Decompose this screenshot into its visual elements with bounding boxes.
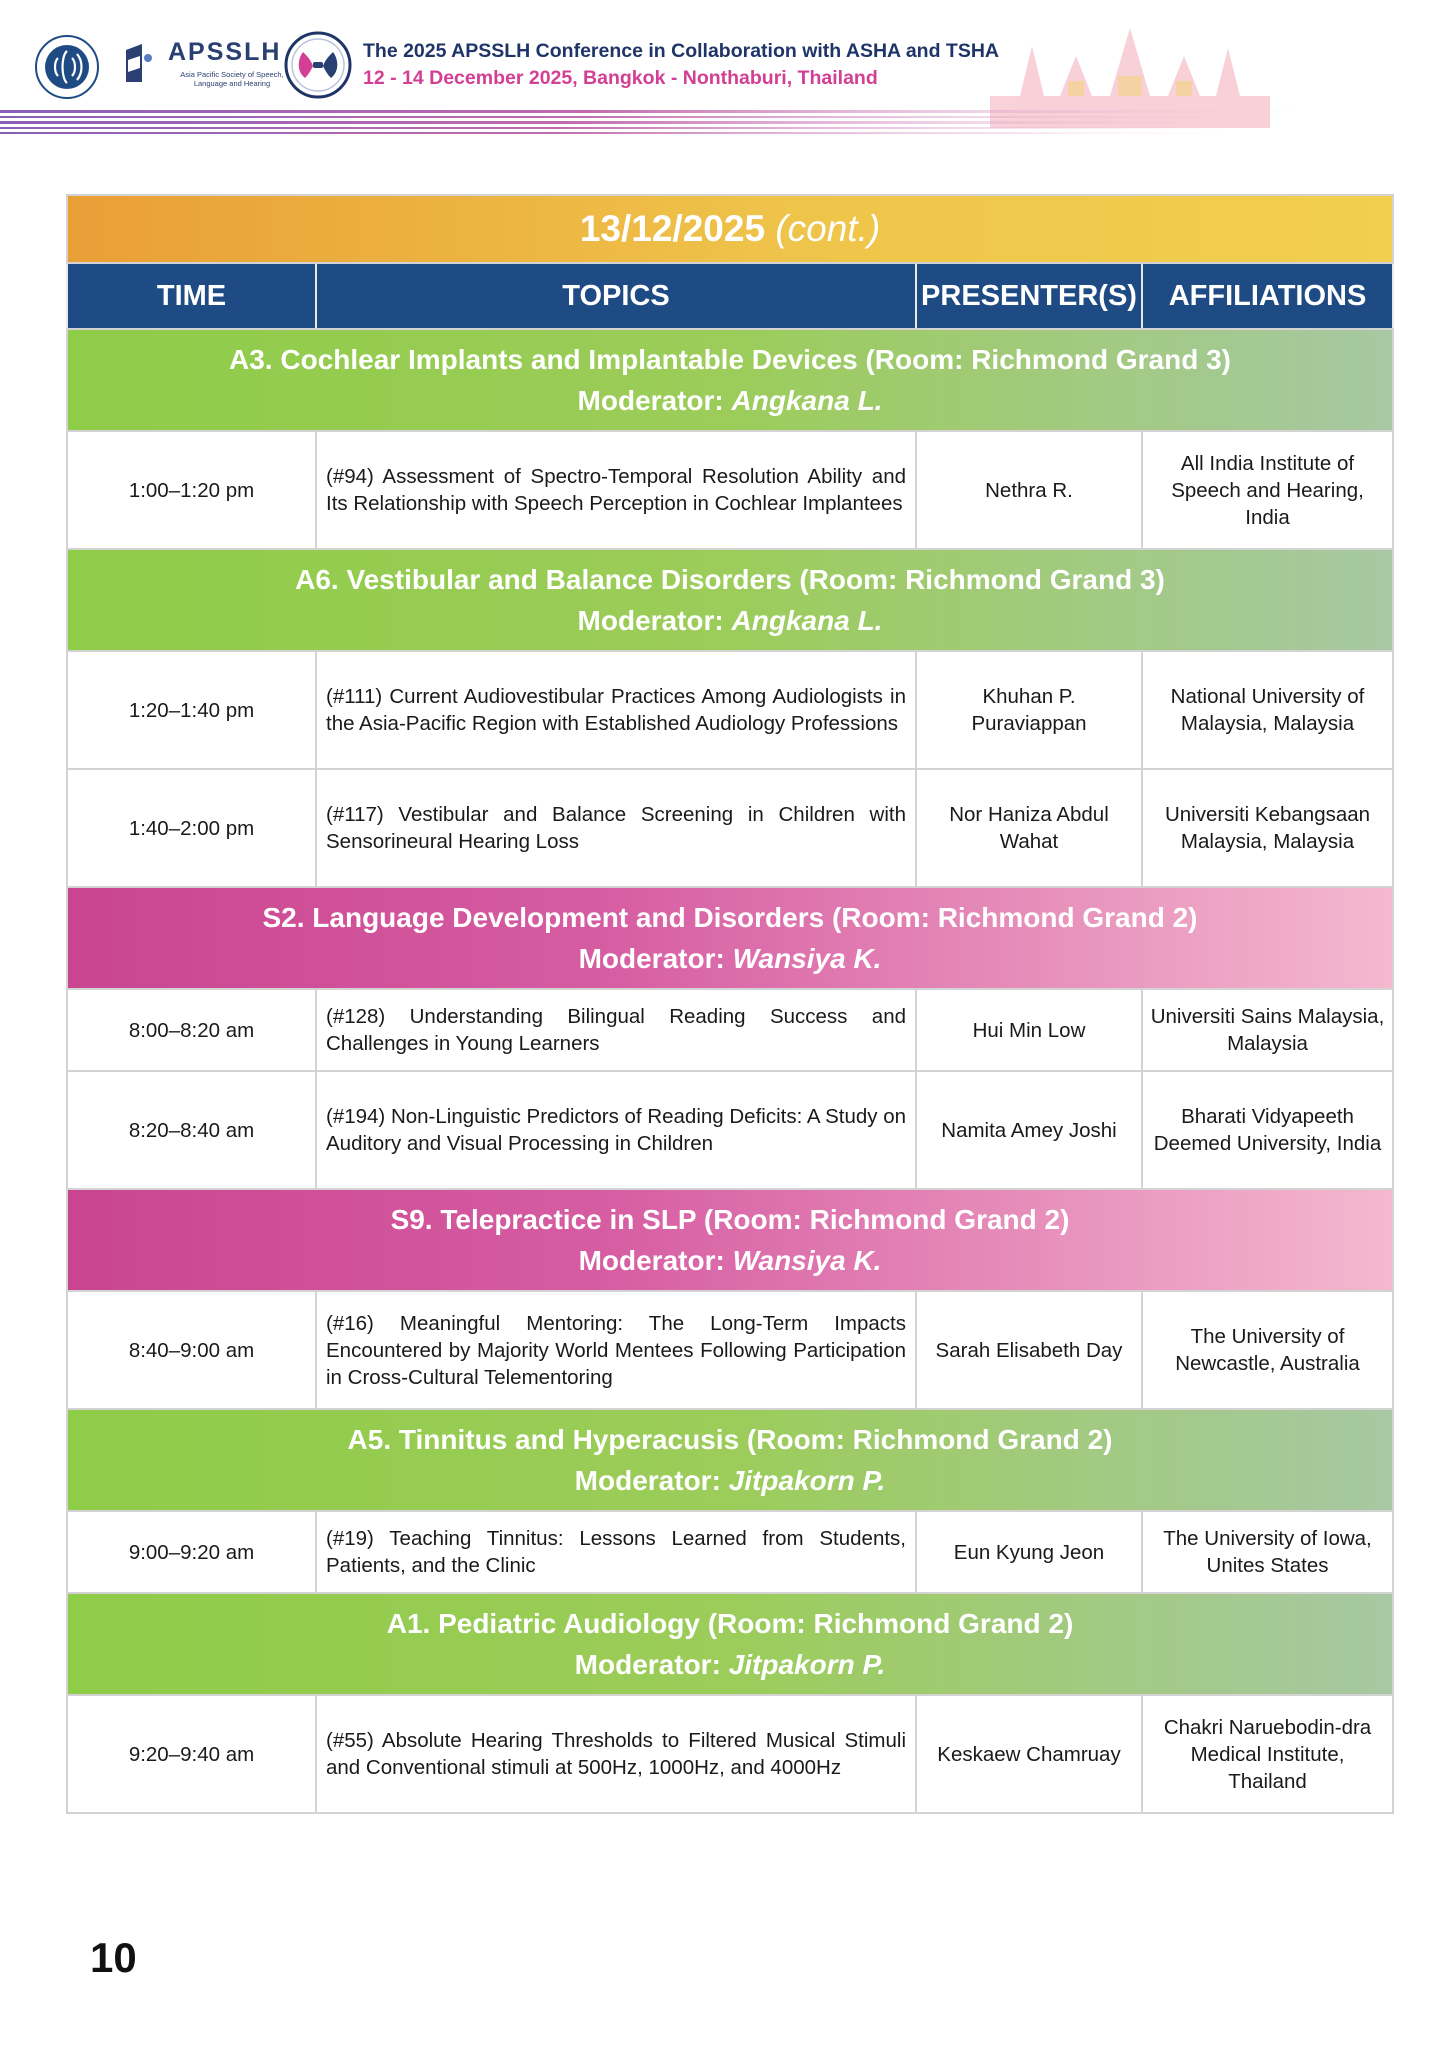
table-row: [67, 1511, 1393, 1593]
session-moderator: [68, 1240, 1392, 1281]
session-header-row: [67, 887, 1393, 989]
page-number: 10: [90, 1934, 137, 1981]
talk-time: 9:00–9:20 am: [67, 1511, 316, 1593]
table-row: [67, 989, 1393, 1071]
moderator-label: Moderator:: [577, 605, 724, 636]
talk-time: 1:20–1:40 pm: [67, 651, 316, 769]
moderator-name: Angkana L.: [731, 385, 883, 416]
session-header-cell: [67, 549, 1393, 651]
session-header-cell: [67, 1189, 1393, 1291]
talk-presenter: Eun Kyung Jeon: [916, 1511, 1142, 1593]
date-cell: [67, 195, 1393, 263]
session-title: A3. Cochlear Implants and Implantable Devices (Room: Richmond Grand 3): [229, 344, 1231, 375]
talk-presenter: Nor Haniza Abdul Wahat: [916, 769, 1142, 887]
session-header-row: [67, 1189, 1393, 1291]
talk-topic: (#16) Meaningful Mentoring: The Long-Term Impacts Encountered by Majority World Mentees Following Participation in Cross-Cultural Telementoring: [316, 1291, 916, 1409]
talk-time: 1:40–2:00 pm: [67, 769, 316, 887]
apsslh-full-name: Asia Pacific Society of Speech, Language and Hearing: [180, 70, 284, 88]
talk-affiliation: National University of Malaysia, Malaysia: [1142, 651, 1393, 769]
talk-topic: (#94) Assessment of Spectro-Temporal Resolution Ability and Its Relationship with Speech Perception in Cochlear Implantees: [316, 431, 916, 549]
apsslh-logo-mark: [108, 36, 162, 90]
table-row: [67, 1291, 1393, 1409]
moderator-name: Jitpakorn P.: [728, 1465, 886, 1496]
session-moderator: [68, 600, 1392, 641]
talk-affiliation: Bharati Vidyapeeth Deemed University, India: [1142, 1071, 1393, 1189]
talk-affiliation: Universiti Kebangsaan Malaysia, Malaysia: [1142, 769, 1393, 887]
column-header-time: TIME: [67, 263, 316, 329]
talk-time: 8:20–8:40 am: [67, 1071, 316, 1189]
session-title: A6. Vestibular and Balance Disorders (Room: Richmond Grand 3): [295, 564, 1165, 595]
moderator-label: Moderator:: [578, 943, 725, 974]
moderator-name: Angkana L.: [731, 605, 883, 636]
table-row: [67, 1695, 1393, 1813]
column-header-presenters: PRESENTER(S): [916, 263, 1142, 329]
table-row: [67, 651, 1393, 769]
moderator-label: Moderator:: [574, 1649, 721, 1680]
moderator-label: Moderator:: [577, 385, 724, 416]
talk-presenter: Khuhan P. Puraviappan: [916, 651, 1142, 769]
column-header-row: [67, 263, 1393, 329]
talk-topic: (#128) Understanding Bilingual Reading Success and Challenges in Young Learners: [316, 989, 916, 1071]
moderator-name: Jitpakorn P.: [728, 1649, 886, 1680]
moderator-name: Wansiya K.: [732, 1245, 882, 1276]
talk-topic: (#194) Non-Linguistic Predictors of Reading Deficits: A Study on Auditory and Visual Processing in Children: [316, 1071, 916, 1189]
talk-affiliation: All India Institute of Speech and Hearing, India: [1142, 431, 1393, 549]
asha-certified-logo: [34, 34, 100, 100]
session-header-row: [67, 549, 1393, 651]
session-moderator: [68, 938, 1392, 979]
talk-topic: (#55) Absolute Hearing Thresholds to Filtered Musical Stimuli and Conventional stimuli at 500Hz, 1000Hz, and 4000Hz: [316, 1695, 916, 1813]
moderator-label: Moderator:: [578, 1245, 725, 1276]
talk-time: 8:00–8:20 am: [67, 989, 316, 1071]
talk-presenter: Namita Amey Joshi: [916, 1071, 1142, 1189]
talk-presenter: Nethra R.: [916, 431, 1142, 549]
talk-affiliation: The University of Newcastle, Australia: [1142, 1291, 1393, 1409]
session-header-row: [67, 329, 1393, 431]
session-header-cell: [67, 1593, 1393, 1695]
session-header-cell: [67, 329, 1393, 431]
table-row: [67, 1071, 1393, 1189]
table-row: [67, 769, 1393, 887]
talk-time: 8:40–9:00 am: [67, 1291, 316, 1409]
apsslh-wordmark: APSSLH: [168, 38, 282, 66]
conference-dates: 12 - 14 December 2025, Bangkok - Nonthaburi, Thailand: [363, 67, 878, 89]
session-title: S9. Telepractice in SLP (Room: Richmond Grand 2): [390, 1204, 1070, 1235]
talk-affiliation: Universiti Sains Malaysia, Malaysia: [1142, 989, 1393, 1071]
talk-presenter: Sarah Elisabeth Day: [916, 1291, 1142, 1409]
talk-topic: (#111) Current Audiovestibular Practices Among Audiologists in the Asia-Pacific Region with Established Audiology Professions: [316, 651, 916, 769]
session-header-row: [67, 1409, 1393, 1511]
talk-affiliation: Chakri Naruebodin-dra Medical Institute, Thailand: [1142, 1695, 1393, 1813]
session-header-cell: [67, 887, 1393, 989]
column-header-topics: TOPICS: [316, 263, 916, 329]
talk-presenter: Hui Min Low: [916, 989, 1142, 1071]
session-moderator: [68, 380, 1392, 421]
session-moderator: [68, 1644, 1392, 1685]
session-title: A1. Pediatric Audiology (Room: Richmond Grand 2): [386, 1608, 1074, 1639]
moderator-label: Moderator:: [574, 1465, 721, 1496]
talk-topic: (#117) Vestibular and Balance Screening in Children with Sensorineural Hearing Loss: [316, 769, 916, 887]
talk-topic: (#19) Teaching Tinnitus: Lessons Learned from Students, Patients, and the Clinic: [316, 1511, 916, 1593]
session-header-cell: [67, 1409, 1393, 1511]
header-decorative-stripes: [0, 104, 1300, 138]
talk-time: 9:20–9:40 am: [67, 1695, 316, 1813]
schedule-date: 13/12/2025: [579, 208, 766, 249]
column-header-affiliations: AFFILIATIONS: [1142, 263, 1393, 329]
session-title: S2. Language Development and Disorders (Room: Richmond Grand 2): [262, 902, 1198, 933]
session-title: A5. Tinnitus and Hyperacusis (Room: Richmond Grand 2): [347, 1424, 1113, 1455]
talk-time: 1:00–1:20 pm: [67, 431, 316, 549]
talk-affiliation: The University of Iowa, Unites States: [1142, 1511, 1393, 1593]
date-header-row: [67, 195, 1393, 263]
session-header-row: [67, 1593, 1393, 1695]
page-header: [0, 0, 1448, 140]
table-row: [67, 431, 1393, 549]
session-moderator: [68, 1460, 1392, 1501]
talk-presenter: Keskaew Chamruay: [916, 1695, 1142, 1813]
moderator-name: Wansiya K.: [732, 943, 882, 974]
tsha-logo: [283, 30, 353, 100]
date-suffix: (cont.): [775, 208, 881, 249]
conference-title: The 2025 APSSLH Conference in Collaboration with ASHA and TSHA: [363, 40, 999, 62]
schedule-table: [66, 194, 1394, 1814]
